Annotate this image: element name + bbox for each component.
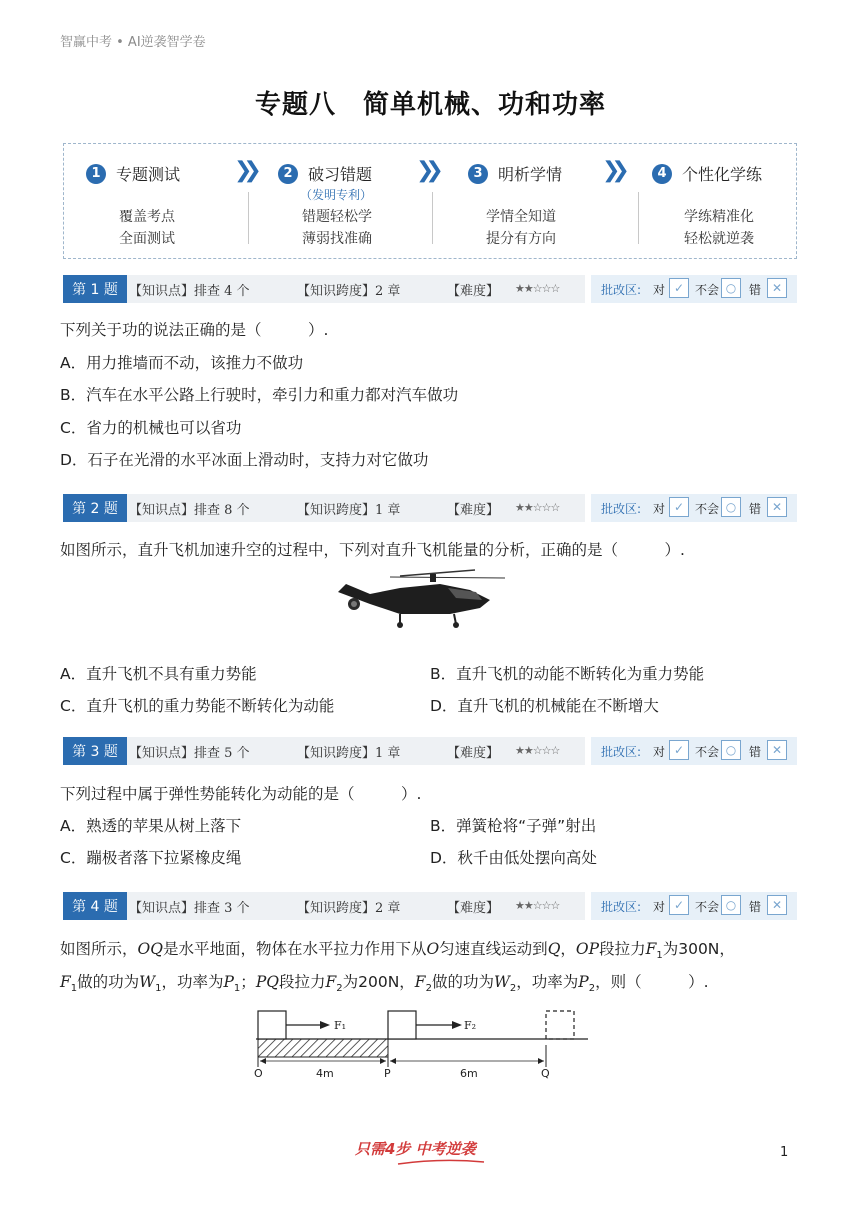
q1-option-a[interactable]: A．用力推墙而不动，该推力不做功 — [60, 354, 304, 372]
op-length-label: 4m — [316, 1067, 334, 1080]
unknown-label: 不会 — [695, 745, 720, 759]
grading-label: 批改区: — [601, 900, 642, 914]
grading-area — [591, 737, 797, 765]
difficulty-label: 【难度】 — [447, 746, 500, 761]
arrow-f2-icon — [452, 1021, 462, 1029]
grading-area — [591, 275, 797, 303]
question-bar-1 — [63, 275, 797, 303]
f2-label: F₂ — [464, 1019, 477, 1032]
chevron-right-icon: ❯❯ — [234, 158, 253, 183]
q3-option-c[interactable]: C．蹦极者落下拉紧橡皮绳 — [60, 849, 242, 867]
knowledge-span: 【知识跨度】1 章 — [297, 503, 401, 518]
step-number-badge: 3 — [468, 164, 488, 184]
mark-right-checkbox[interactable]: ✓ — [669, 740, 689, 760]
wrong-label: 错 — [749, 502, 762, 516]
page-number: 1 — [780, 1145, 789, 1160]
difficulty-label: 【难度】 — [447, 284, 500, 299]
step-description: 学情全知道 提分有方向 — [486, 209, 556, 247]
divider — [432, 192, 433, 244]
mark-unknown-checkbox[interactable]: ○ — [721, 278, 741, 298]
grading-label: 批改区: — [601, 745, 642, 759]
motion-diagram — [250, 1005, 595, 1085]
difficulty-stars-icon: ★★☆☆☆ — [515, 744, 560, 757]
knowledge-span: 【知识跨度】2 章 — [297, 284, 401, 299]
mark-wrong-checkbox[interactable]: ✕ — [767, 278, 787, 298]
difficulty-stars-icon: ★★☆☆☆ — [515, 899, 560, 912]
knowledge-points: 【知识点】排查 5 个 — [129, 746, 250, 761]
mark-wrong-checkbox[interactable]: ✕ — [767, 895, 787, 915]
helicopter-image — [330, 568, 510, 630]
unknown-label: 不会 — [695, 502, 720, 516]
question-number: 第 1 题 — [63, 275, 127, 303]
step-number-badge: 4 — [652, 164, 672, 184]
q1-option-d[interactable]: D．石子在光滑的水平冰面上滑动时，支持力对它做功 — [60, 451, 429, 469]
question-bar-3 — [63, 737, 797, 765]
footer-brand-logo: 只需4步 中考逆袭 — [355, 1140, 476, 1158]
mark-wrong-checkbox[interactable]: ✕ — [767, 740, 787, 760]
arrow-f1-icon — [320, 1021, 330, 1029]
block-at-o — [258, 1011, 286, 1039]
page-title: 专题八 简单机械、功和功率 — [254, 90, 606, 120]
right-label: 对 — [653, 283, 666, 297]
difficulty-label: 【难度】 — [447, 503, 500, 518]
difficulty-label: 【难度】 — [447, 901, 500, 916]
chevron-right-icon: ❯❯ — [602, 158, 621, 183]
step-title: 明析学情 — [498, 165, 563, 184]
point-p-label: P — [384, 1067, 391, 1080]
footer-underline — [396, 1158, 486, 1166]
right-label: 对 — [653, 900, 666, 914]
right-label: 对 — [653, 745, 666, 759]
point-q-label: Q — [541, 1067, 550, 1080]
question-1-stem: 下列关于功的说法正确的是（ ）. — [60, 321, 329, 339]
knowledge-span: 【知识跨度】2 章 — [297, 901, 401, 916]
unknown-label: 不会 — [695, 900, 720, 914]
q1-option-c[interactable]: C．省力的机械也可以省功 — [60, 419, 242, 437]
divider — [248, 192, 249, 244]
question-number: 第 3 题 — [63, 737, 127, 765]
hatched-surface — [258, 1039, 388, 1057]
mark-wrong-checkbox[interactable]: ✕ — [767, 497, 787, 517]
block-at-q-dashed — [546, 1011, 574, 1039]
mark-right-checkbox[interactable]: ✓ — [669, 278, 689, 298]
q2-option-c[interactable]: C．直升飞机的重力势能不断转化为动能 — [60, 697, 335, 715]
f1-label: F₁ — [334, 1019, 347, 1032]
steps-banner — [63, 143, 797, 259]
right-label: 对 — [653, 502, 666, 516]
question-number: 第 2 题 — [63, 494, 127, 522]
knowledge-points: 【知识点】排查 3 个 — [129, 901, 250, 916]
question-number: 第 4 题 — [63, 892, 127, 920]
step-title: 破习错题 — [308, 165, 373, 184]
step-title: 个性化学练 — [682, 165, 763, 184]
grading-area — [591, 892, 797, 920]
q3-option-d[interactable]: D．秋千由低处摆向高处 — [430, 849, 597, 867]
step-description: 覆盖考点 全面测试 — [119, 209, 175, 247]
question-4-stem-line-1: 如图所示，OQ是水平地面，物体在水平拉力作用下从O匀速直线运动到Q，OP段拉力$F_1$为300N， — [60, 940, 735, 962]
q1-option-b[interactable]: B．汽车在水平公路上行驶时，牵引力和重力都对汽车做功 — [60, 386, 459, 404]
mark-right-checkbox[interactable]: ✓ — [669, 895, 689, 915]
pq-length-label: 6m — [460, 1067, 478, 1080]
knowledge-span: 【知识跨度】1 章 — [297, 746, 401, 761]
question-bar-2 — [63, 494, 797, 522]
difficulty-stars-icon: ★★☆☆☆ — [515, 282, 560, 295]
wrong-label: 错 — [749, 283, 762, 297]
step-title: 专题测试 — [116, 165, 181, 184]
step-number-badge: 2 — [278, 164, 298, 184]
q3-option-a[interactable]: A．熟透的苹果从树上落下 — [60, 817, 242, 835]
step-1 — [64, 144, 244, 258]
chevron-right-icon: ❯❯ — [416, 158, 435, 183]
unknown-label: 不会 — [695, 283, 720, 297]
step-number-badge: 1 — [86, 164, 106, 184]
q2-option-d[interactable]: D．直升飞机的机械能在不断增大 — [430, 697, 659, 715]
mark-unknown-checkbox[interactable]: ○ — [721, 740, 741, 760]
question-3-stem: 下列过程中属于弹性势能转化为动能的是（ ）. — [60, 785, 422, 803]
question-2-stem: 如图所示，直升飞机加速升空的过程中，下列对直升飞机能量的分析，正确的是（ ）. — [60, 541, 685, 559]
question-bar-4 — [63, 892, 797, 920]
q3-option-b[interactable]: B．弹簧枪将“子弹”射出 — [430, 817, 597, 835]
wrong-label: 错 — [749, 745, 762, 759]
point-o-label: O — [254, 1067, 263, 1080]
knowledge-points: 【知识点】排查 4 个 — [129, 284, 250, 299]
mark-unknown-checkbox[interactable]: ○ — [721, 497, 741, 517]
knowledge-points: 【知识点】排查 8 个 — [129, 503, 250, 518]
grading-label: 批改区: — [601, 283, 642, 297]
question-4-stem-line-2: $F_1$做的功为$W_1$，功率为$P_1$；PQ段拉力$F_2$为200N，$F_2$做的功为$W_2$，功率为$P_2$，则（ ）. — [60, 973, 709, 995]
block-at-p — [388, 1011, 416, 1039]
wrong-label: 错 — [749, 900, 762, 914]
grading-label: 批改区: — [601, 502, 642, 516]
difficulty-stars-icon: ★★☆☆☆ — [515, 501, 560, 514]
divider — [638, 192, 639, 244]
q2-option-a[interactable]: A．直升飞机不具有重力势能 — [60, 665, 257, 683]
step-description: 学练精准化 轻松就逆袭 — [684, 209, 754, 247]
step-subtitle: （发明专利） — [300, 188, 373, 202]
mark-right-checkbox[interactable]: ✓ — [669, 497, 689, 517]
mark-unknown-checkbox[interactable]: ○ — [721, 895, 741, 915]
step-4 — [640, 144, 798, 258]
q2-option-b[interactable]: B．直升飞机的动能不断转化为重力势能 — [430, 665, 705, 683]
step-description: 错题轻松学 薄弱找准确 — [302, 209, 372, 247]
grading-area — [591, 494, 797, 522]
header-brand: 智赢中考 • AI逆袭智学卷 — [60, 35, 206, 50]
